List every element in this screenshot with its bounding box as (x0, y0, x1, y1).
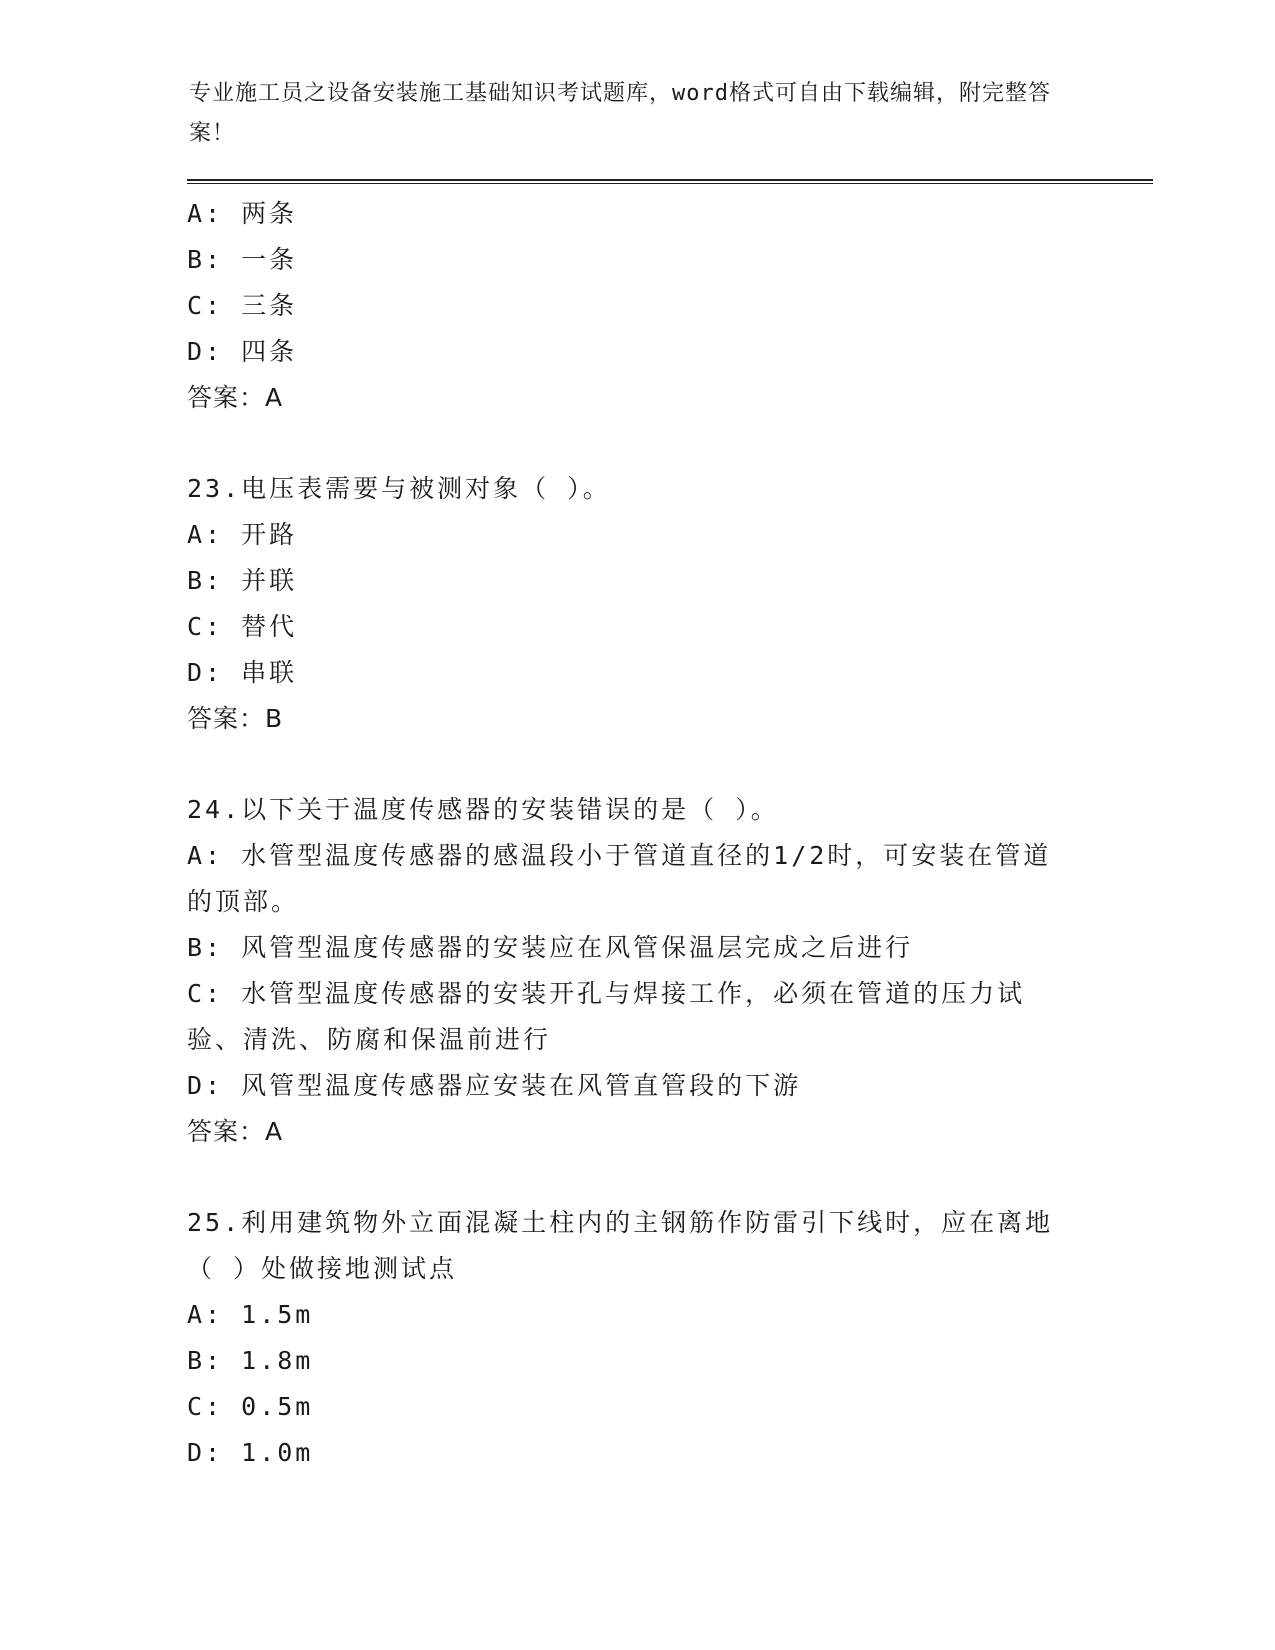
option-b: B: 风管型温度传感器的安装应在风管保温层完成之后进行 (187, 933, 914, 962)
option-a: A: 水管型温度传感器的感温段小于管道直径的1/2时，可安装在管道的顶部。 (187, 841, 1052, 916)
option-b: B: 1.8m (187, 1346, 314, 1375)
option-c: C: 水管型温度传感器的安装开孔与焊接工作，必须在管道的压力试验、清洗、防腐和保温前进行 (187, 979, 1026, 1054)
option-d: D: 1.0m (187, 1438, 314, 1467)
option-b: B: 一条 (187, 245, 298, 274)
option-a: A: 1.5m (187, 1300, 314, 1329)
option-c: C: 替代 (187, 612, 298, 641)
question-list (187, 191, 1087, 1476)
option-a: A: 两条 (187, 199, 298, 228)
option-c: C: 三条 (187, 291, 298, 320)
question-stem: 23.电压表需要与被测对象（ ）。 (187, 474, 611, 503)
answer-line: 答案：B (187, 704, 284, 733)
question-stem: 25.利用建筑物外立面混凝土柱内的主钢筋作防雷引下线时，应在离地（ ）处做接地测试点 (187, 1208, 1054, 1283)
option-b: B: 并联 (187, 566, 298, 595)
header-divider-thin (187, 183, 1153, 184)
answer-line: 答案：A (187, 383, 284, 412)
option-d: D: 四条 (187, 337, 298, 366)
option-d: D: 串联 (187, 658, 298, 687)
question-stem: 24.以下关于温度传感器的安装错误的是（ ）。 (187, 795, 779, 824)
option-a: A: 开路 (187, 520, 298, 549)
option-c: C: 0.5m (187, 1392, 314, 1421)
answer-line: 答案：A (187, 1117, 284, 1146)
question-block-24 (187, 787, 1087, 1155)
question-block-prev (187, 191, 1087, 421)
question-block-23 (187, 466, 1087, 742)
option-d: D: 风管型温度传感器应安装在风管直管段的下游 (187, 1071, 802, 1100)
question-block-25 (187, 1200, 1087, 1476)
document-header: 专业施工员之设备安装施工基础知识考试题库，word格式可自由下载编辑，附完整答案！ (189, 81, 1051, 146)
header-divider-thick (187, 179, 1153, 181)
